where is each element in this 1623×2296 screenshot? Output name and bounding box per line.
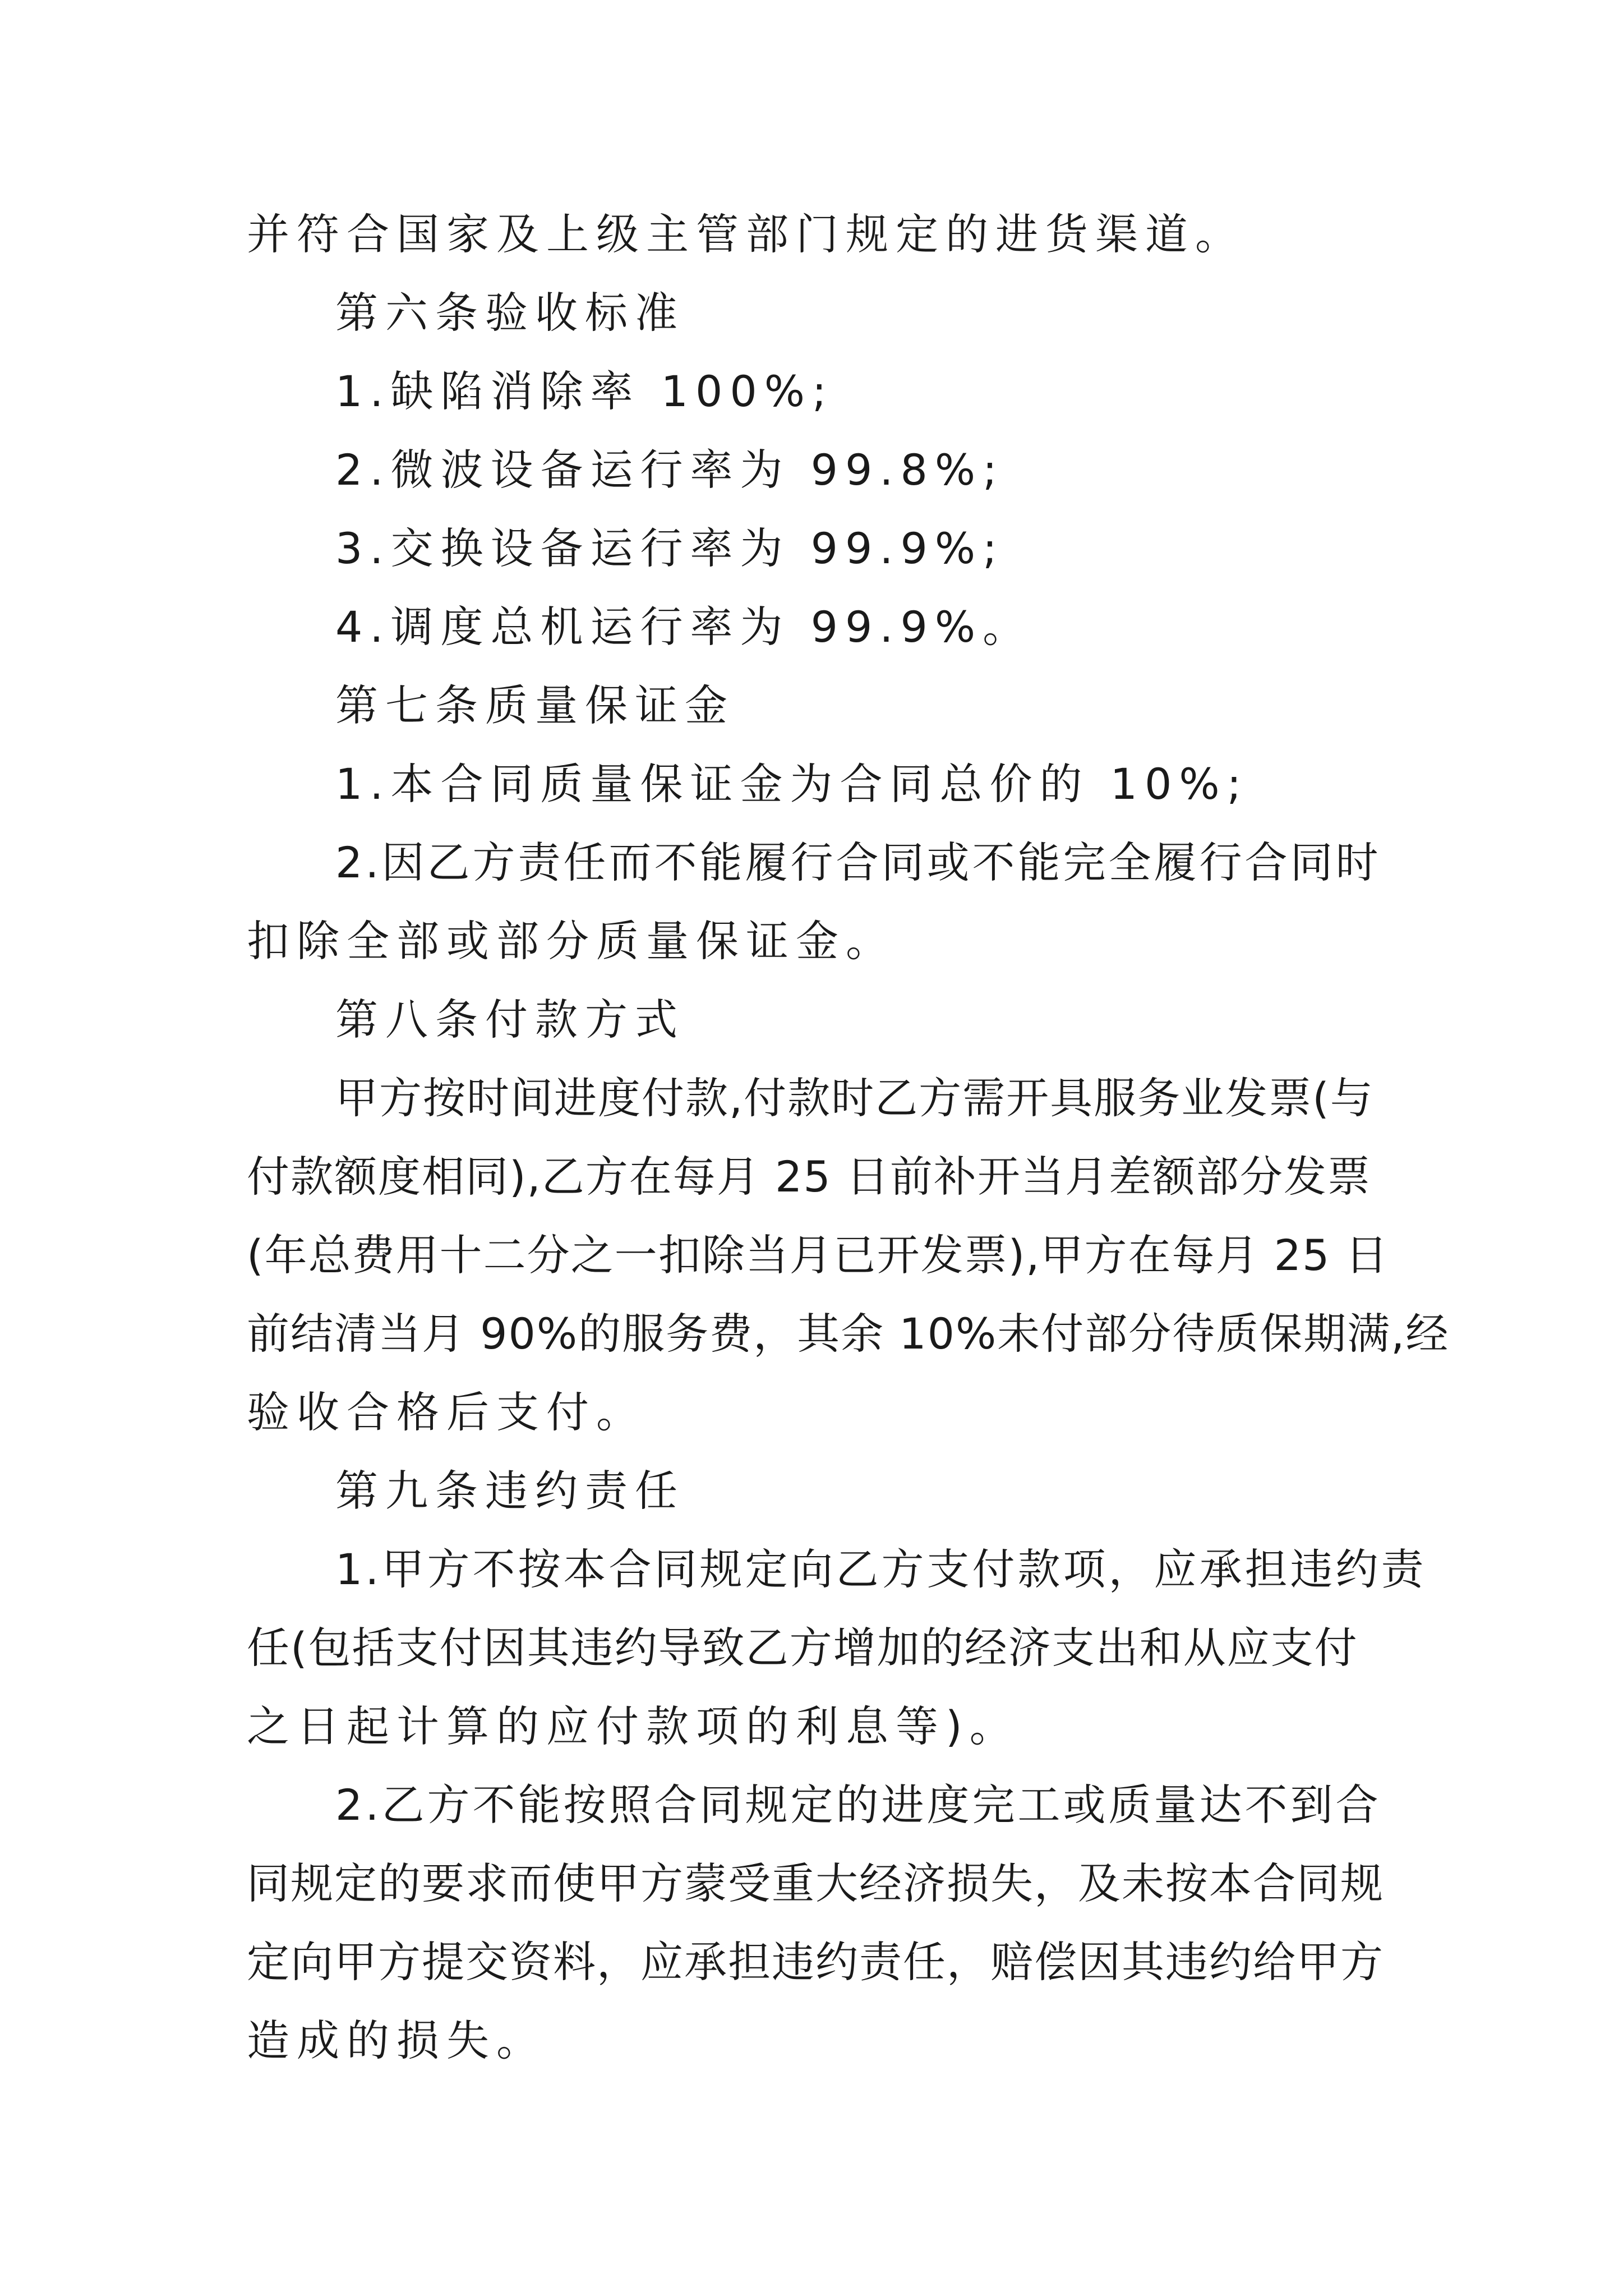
list-item-text: 1.本合同质量保证金为合同总价的 10%;: [335, 759, 1249, 809]
list-item: [0, 509, 1623, 588]
list-item: [0, 588, 1623, 666]
list-item: [0, 1530, 1623, 1609]
paragraph-line: [0, 1923, 1623, 2001]
paragraph-line: [0, 1059, 1623, 1138]
paragraph-line-text: 前结清当月 90%的服务费，其余 10%未付部分待质保期满,经: [247, 1309, 1450, 1359]
paragraph-line: [0, 1138, 1623, 1216]
paragraph-line-text: 之日起计算的应付款项的利息等)。: [247, 1701, 1020, 1751]
text-line-content: 并符合国家及上级主管部门规定的进货渠道。: [247, 209, 1245, 259]
paragraph-line-text: 任(包括支付因其违约导致乙方增加的经济支出和从应支付: [247, 1623, 1358, 1673]
paragraph-line-text: (年总费用十二分之一扣除当月已开发票),甲方在每月 25 日: [247, 1230, 1389, 1280]
list-item-text: 1.缺陷消除率 100%;: [335, 366, 834, 416]
list-item-text: 3.交换设备运行率为 99.9%;: [335, 523, 1004, 573]
text-line: [0, 902, 1623, 981]
paragraph-line: [0, 1687, 1623, 1766]
paragraph-line: [0, 2001, 1623, 2080]
section-heading: [0, 1452, 1623, 1530]
section-heading-text: 第八条付款方式: [335, 995, 685, 1045]
text-line: [0, 195, 1623, 274]
paragraph-line: [0, 1844, 1623, 1923]
paragraph-line: [0, 1216, 1623, 1295]
list-item: [0, 352, 1623, 431]
list-item: [0, 431, 1623, 509]
paragraph-line: [0, 1295, 1623, 1373]
list-item-text: 2.因乙方责任而不能履行合同或不能完全履行合同时: [335, 838, 1381, 887]
paragraph-line-text: 甲方按时间进度付款,付款时乙方需开具服务业发票(与: [335, 1073, 1374, 1123]
list-item: [0, 1766, 1623, 1844]
section-heading: [0, 274, 1623, 352]
text-line-content: 扣除全部或部分质量保证金。: [247, 916, 896, 966]
section-heading: [0, 981, 1623, 1059]
paragraph-line-text: 定向甲方提交资料，应承担违约责任，赔偿因其违约给甲方: [247, 1937, 1384, 1987]
paragraph-line-text: 付款额度相同),乙方在每月 25 日前补开当月差额部分发票: [247, 1152, 1371, 1202]
list-item-text: 4.调度总机运行率为 99.9%。: [335, 602, 1033, 652]
list-item-text: 1.甲方不按本合同规定向乙方支付款项，应承担违约责: [335, 1544, 1427, 1594]
paragraph-line-text: 同规定的要求而使甲方蒙受重大经济损失，及未按本合同规: [247, 1858, 1384, 1908]
section-heading-text: 第六条验收标准: [335, 288, 685, 338]
list-item-text: 2.乙方不能按照合同规定的进度完工或质量达不到合: [335, 1780, 1381, 1830]
list-item: [0, 745, 1623, 823]
section-heading-text: 第七条质量保证金: [335, 680, 735, 730]
paragraph-line: [0, 1609, 1623, 1687]
list-item: [0, 823, 1623, 902]
paragraph-line: [0, 1373, 1623, 1452]
paragraph-line-text: 造成的损失。: [247, 2016, 546, 2065]
list-item-text: 2.微波设备运行率为 99.8%;: [335, 445, 1004, 495]
paragraph-line-text: 验收合格后支付。: [247, 1387, 646, 1437]
section-heading-text: 第九条违约责任: [335, 1466, 685, 1516]
section-heading: [0, 666, 1623, 745]
